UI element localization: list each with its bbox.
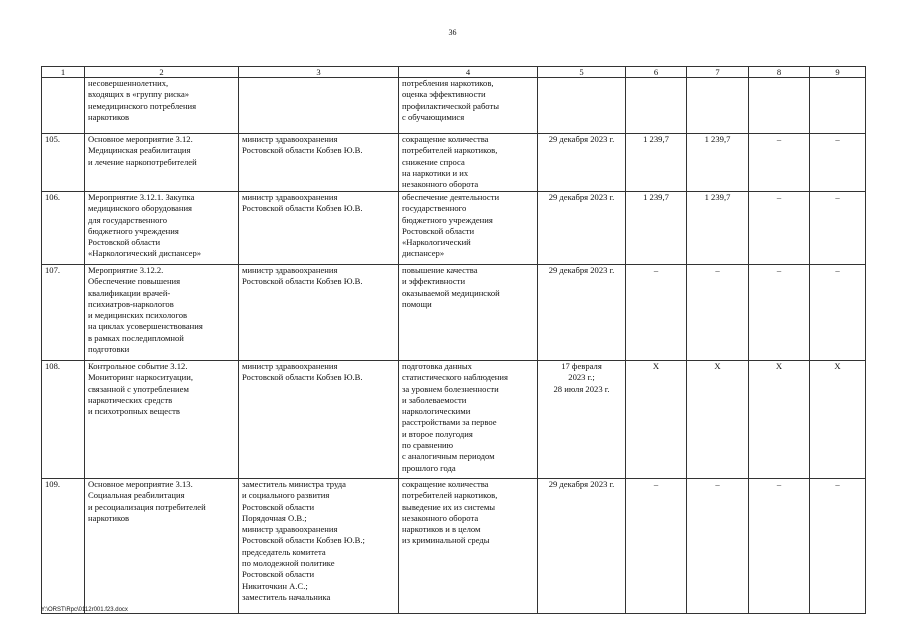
measure-name-line: наркотиков [88, 111, 130, 122]
executor-line: Ростовской области Кобзев Ю.В. [242, 372, 363, 383]
row-number-cell: 106. [42, 192, 85, 265]
amount-cell-c8: – [749, 192, 810, 265]
measure-name-line: бюджетного учреждения [88, 225, 179, 236]
deadline-cell [538, 192, 626, 265]
measure-name-line: Контрольное событие 3.12. [88, 361, 188, 371]
column-number-row [42, 67, 866, 78]
measure-name-cell [85, 192, 239, 265]
deadline-line: 29 декабря 2023 г. [548, 265, 615, 275]
file-path-footer: Y:\ORST\Rpc\0112r001.f23.docx [41, 607, 128, 613]
expected-result-line: сокращение количества [402, 479, 489, 489]
executor-line: заместитель министра труда [242, 479, 346, 489]
expected-result-line: потребителей наркотиков, [402, 490, 498, 501]
expected-result-line: за уровнем болезненности [402, 383, 499, 394]
measure-name-line: «Наркологический диспансер» [88, 248, 202, 259]
expected-result-line: оказываемой медицинской [402, 287, 500, 298]
amount-cell-c6: X [626, 361, 687, 479]
amount-cell-c9: – [810, 134, 866, 192]
measure-name-line: Мониторинг наркоситуации, [88, 372, 193, 383]
column-number-cell: 7 [687, 67, 749, 78]
expected-result-cell [399, 361, 538, 479]
column-number-cell: 5 [538, 67, 626, 78]
expected-result-line: государственного [402, 203, 467, 214]
measure-name-cell [85, 265, 239, 361]
expected-result-line: из криминальной среды [402, 535, 490, 546]
column-number-cell: 1 [42, 67, 85, 78]
executor-line: Ростовской области Кобзев Ю.В. [242, 203, 363, 214]
amount-cell-c7: – [687, 265, 749, 361]
executor-line: председатель комитета [242, 546, 326, 557]
expected-result-cell [399, 192, 538, 265]
executor-cell [239, 134, 399, 192]
deadline-line: 29 декабря 2023 г. [548, 134, 615, 144]
amount-cell-c7: 1 239,7 [687, 134, 749, 192]
measure-name-line: входящих в «группу риска» [88, 89, 190, 100]
measure-name-line: психиатров-наркологов [88, 298, 174, 309]
expected-result-line: прошлого года [402, 462, 456, 473]
deadline-cell [538, 361, 626, 479]
deadline-line: 28 июля 2023 г. [553, 383, 610, 394]
measure-name-line: Мероприятие 3.12.2. [88, 265, 164, 275]
expected-result-line: обеспечение деятельности [402, 192, 500, 202]
executor-line: министр здравоохранения [242, 192, 338, 202]
expected-result-line: подготовка данных [402, 361, 472, 371]
page-number: 36 [448, 28, 457, 37]
column-number-cell: 4 [399, 67, 538, 78]
expected-result-line: сокращение количества [402, 134, 489, 144]
amount-cell-c9: X [810, 361, 866, 479]
deadline-cell [538, 265, 626, 361]
amount-cell-c8: – [749, 265, 810, 361]
measure-name-line: Основное мероприятие 3.13. [88, 479, 193, 489]
amount-cell-c7: 1 239,7 [687, 192, 749, 265]
expected-result-line: потребления наркотиков, [402, 78, 494, 88]
executor-line: Ростовской области [242, 501, 315, 512]
table-row [42, 265, 866, 361]
amount-cell-c7: X [687, 361, 749, 479]
executor-line: министр здравоохранения [242, 361, 338, 371]
column-number-cell: 6 [626, 67, 687, 78]
expected-result-line: потребителей наркотиков, [402, 145, 498, 156]
amount-cell-c6: 1 239,7 [626, 134, 687, 192]
measure-name-line: и ресоциализация потребителей [88, 501, 206, 512]
executor-cell [239, 361, 399, 479]
row-number-cell: 109. [42, 479, 85, 614]
deadline-cell [538, 479, 626, 614]
measure-name-cell [85, 361, 239, 479]
measure-name-line: и медицинских психологов [88, 310, 188, 321]
measure-name-line: Обеспечение повышения [88, 276, 181, 287]
measure-name-line: Ростовской области [88, 237, 161, 248]
row-number-cell: 108. [42, 361, 85, 479]
amount-cell-c9: – [810, 265, 866, 361]
deadline-cell [538, 134, 626, 192]
table-row [42, 134, 866, 192]
executor-cell [239, 192, 399, 265]
expected-result-line: на наркотики и их [402, 167, 469, 178]
amount-cell-c8: X [749, 361, 810, 479]
expected-result-line: помощи [402, 298, 432, 309]
executor-line: министр здравоохранения [242, 524, 338, 535]
expected-result-line: наркотиков и в целом [402, 524, 481, 535]
expected-result-line: незаконного оборота [402, 512, 479, 523]
expected-result-line: диспансер» [402, 248, 445, 259]
expected-result-line: выведение их из системы [402, 501, 496, 512]
expected-result-cell [399, 479, 538, 614]
measure-name-line: и психотропных веществ [88, 406, 180, 417]
measure-name-line: наркотиков [88, 512, 130, 523]
expected-result-line: и заболеваемости [402, 394, 467, 405]
column-number-cell: 9 [810, 67, 866, 78]
expected-result-cell [399, 265, 538, 361]
amount-cell-c9: – [810, 192, 866, 265]
executor-line: по молодежной политике [242, 558, 335, 569]
measure-name-line: подготовки [88, 344, 130, 355]
deadline-cell [538, 78, 626, 134]
measure-name-line: в рамках последипломной [88, 332, 184, 343]
expected-result-cell [399, 78, 538, 134]
amount-cell-c7: – [687, 479, 749, 614]
executor-cell [239, 78, 399, 134]
measure-name-line: Основное мероприятие 3.12. [88, 134, 193, 144]
executor-line: и социального развития [242, 490, 330, 501]
deadline-line: 17 февраля [561, 361, 602, 371]
table-row [42, 78, 866, 134]
expected-result-line: «Наркологический [402, 237, 471, 248]
expected-result-cell [399, 134, 538, 192]
expected-result-line: и эффективности [402, 276, 466, 287]
executor-line: Ростовской области Кобзев Ю.В. [242, 145, 363, 156]
expected-result-line: расстройствами за первое [402, 417, 497, 428]
deadline-line: 29 декабря 2023 г. [548, 192, 615, 202]
amount-cell-c6: – [626, 265, 687, 361]
measure-name-cell [85, 134, 239, 192]
measure-name-line: Социальная реабилитация [88, 490, 185, 501]
amount-cell-c7 [687, 78, 749, 134]
expected-result-line: и второе полугодия [402, 428, 473, 439]
measure-name-cell [85, 78, 239, 134]
measure-name-line: несовершеннолетних, [88, 78, 169, 88]
expected-result-line: статистического наблюдения [402, 372, 508, 383]
deadline-line: 29 декабря 2023 г. [548, 479, 615, 489]
measure-name-cell [85, 479, 239, 614]
amount-cell-c6: – [626, 479, 687, 614]
expected-result-line: профилактической работы [402, 100, 500, 111]
measure-name-line: для государственного [88, 214, 168, 225]
expected-result-line: незаконного оборота [402, 179, 479, 190]
expected-result-line: оценка эффективности [402, 89, 486, 100]
column-number-cell: 8 [749, 67, 810, 78]
expected-result-line: с аналогичным периодом [402, 451, 495, 462]
amount-cell-c6 [626, 78, 687, 134]
table-row [42, 192, 866, 265]
expected-result-line: снижение спроса [402, 156, 465, 167]
executor-cell [239, 265, 399, 361]
measure-name-line: на циклах усовершенствования [88, 321, 203, 332]
executor-line: заместитель начальника [242, 591, 331, 602]
row-number-cell [42, 78, 85, 134]
amount-cell-c8 [749, 78, 810, 134]
row-number-cell: 107. [42, 265, 85, 361]
measure-name-line: медицинского оборудования [88, 203, 192, 214]
amount-cell-c8: – [749, 479, 810, 614]
executor-cell [239, 479, 399, 614]
measure-name-line: наркотических средств [88, 394, 173, 405]
measure-name-line: и лечение наркопотребителей [88, 156, 197, 167]
expected-result-line: по сравнению [402, 440, 454, 451]
measure-name-line: Мероприятие 3.12.1. Закупка [88, 192, 195, 202]
measure-name-line: связанной с употреблением [88, 383, 189, 394]
executor-line: Ростовской области Кобзев Ю.В.; [242, 535, 365, 546]
expected-result-line: с обучающимися [402, 111, 465, 122]
amount-cell-c9: – [810, 479, 866, 614]
measure-name-line: квалификации врачей- [88, 287, 171, 298]
expected-result-line: наркологическими [402, 406, 471, 417]
executor-line: министр здравоохранения [242, 265, 338, 275]
executor-line: Никиточкин А.С.; [242, 580, 308, 591]
executor-line: Ростовской области [242, 569, 315, 580]
expected-result-line: повышение качества [402, 265, 478, 275]
amount-cell-c6: 1 239,7 [626, 192, 687, 265]
amount-cell-c8: – [749, 134, 810, 192]
column-number-cell: 2 [85, 67, 239, 78]
measures-table [41, 66, 866, 614]
row-number-cell: 105. [42, 134, 85, 192]
amount-cell-c9 [810, 78, 866, 134]
table-row [42, 479, 866, 614]
deadline-line: 2023 г.; [568, 372, 595, 383]
measure-name-line: Медицинская реабилитация [88, 145, 191, 156]
measure-name-line: немедицинского потребления [88, 100, 197, 111]
table-row [42, 361, 866, 479]
executor-line: министр здравоохранения [242, 134, 338, 144]
expected-result-line: Ростовской области [402, 225, 475, 236]
executor-line: Порядочная О.В.; [242, 512, 307, 523]
column-number-cell: 3 [239, 67, 399, 78]
expected-result-line: бюджетного учреждения [402, 214, 493, 225]
executor-line: Ростовской области Кобзев Ю.В. [242, 276, 363, 287]
